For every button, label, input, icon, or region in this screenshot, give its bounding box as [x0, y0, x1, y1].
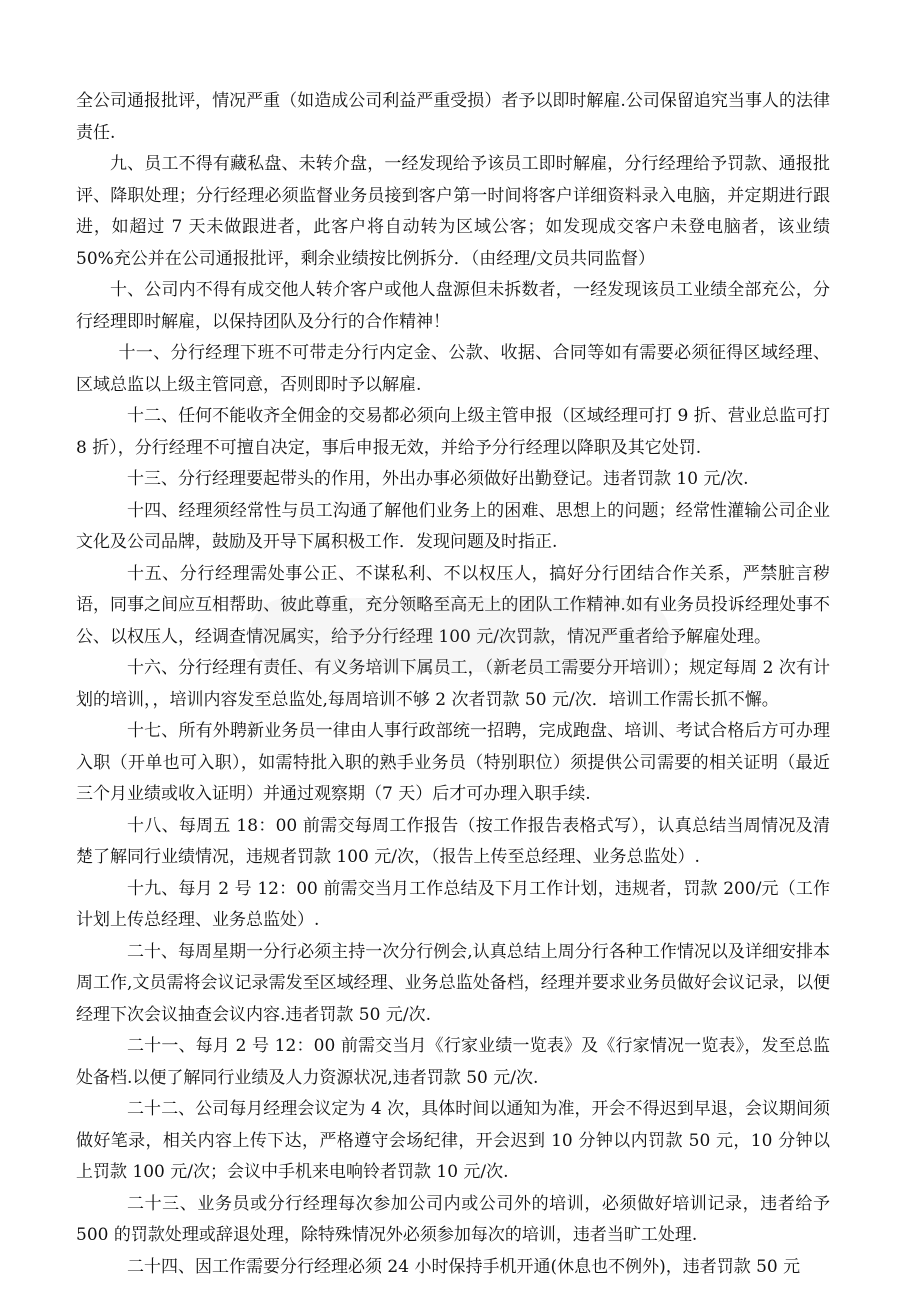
paragraph-rule-18: 十八、每周五 18：00 前需交每周工作报告（按工作报告表格式写），认真总结当周情况及清楚了解同行业绩情况，违规者罚款 100 元/次，（报告上传至总经理、业务总监处）. — [76, 815, 830, 867]
paragraph-rule-24: 二十四、因工作需要分行经理必须 24 小时保持手机开通(休息也不例外)，违者罚款 50 元 — [127, 1256, 801, 1277]
paragraph-rule-13: 十三、分行经理要起带头的作用，外出办事必须做好出勤登记。违者罚款 10 元/次. — [127, 469, 749, 489]
paragraph-rule-22: 二十二、公司每月经理会议定为 4 次，具体时间以通知为准，开会不得迟到早退，会议期间须做好笔录，相关内容上传下达，严格遵守会场纪律，开会迟到 10 分钟以内罚款 50 元，10 分钟以上罚款 100 元/次；会议中手机来电响铃者罚款 10 元/次. — [76, 1099, 830, 1182]
paragraph-rule-23: 二十三、业务员或分行经理每次参加公司内或公司外的培训，必须做好培训记录，违者给予 500 的罚款处理或辞退处理，除特殊情况外必须参加每次的培训，违者当旷工处理. — [76, 1193, 830, 1245]
paragraph-rule-11: 十一、分行经理下班不可带走分行内定金、公款、收据、合同等如有需要必须征得区域经理、区域总监以上级主管同意，否则即时予以解雇. — [76, 343, 830, 395]
paragraph-rule-17: 十七、所有外聘新业务员一律由人事行政部统一招聘，完成跑盘、培训、考试合格后方可办理入职（开单也可入职），如需特批入职的熟手业务员（特别职位）须提供公司需要的相关证明（最近三个月业绩或收入证明）并通过观察期（7 天）后才可办理入职手续. — [76, 721, 830, 804]
paragraph-rule-10: 十、公司内不得有成交他人转介客户或他人盘源但未拆数者，一经发现该员工业绩全部充公，分行经理即时解雇，以保持团队及分行的合作精神！ — [76, 280, 830, 332]
paragraph-rule-9: 九、员工不得有藏私盘、未转介盘，一经发现给予该员工即时解雇，分行经理给予罚款、通报批评、降职处理；分行经理必须监督业务员接到客户第一时间将客户详细资料录入电脑，并定期进行跟进，如超过 7 天未做跟进者，此客户将自动转为区域公客；如发现成交客户未登电脑者，该业绩 50%充公并在公司通报批评，剩余业绩按比例拆分．（由经理/文员共同监督） — [76, 154, 830, 269]
document-body — [76, 86, 830, 1283]
paragraph-intro-continuation: 全公司通报批评，情况严重（如造成公司利益严重受损）者予以即时解雇.公司保留追究当事人的法律责任. — [76, 91, 830, 143]
paragraph-rule-21: 二十一、每月 2 号 12：00 前需交当月《行家业绩一览表》及《行家情况一览表》，发至总监处备档.以便了解同行业绩及人力资源状况,违者罚款 50 元/次. — [76, 1036, 830, 1088]
paragraph-rule-14: 十四、经理须经常性与员工沟通了解他们业务上的困难、思想上的问题；经常性灌输公司企业文化及公司品牌，鼓励及开导下属积极工作．发现问题及时指正. — [76, 500, 830, 552]
paragraph-rule-16: 十六、分行经理有责任、有义务培训下属员工，（新老员工需要分开培训）；规定每周 2 次有计划的培训，，培训内容发至总监处,每周培训不够 2 次者罚款 50 元/次．培训工作需长抓不懈。 — [76, 658, 830, 710]
paragraph-rule-20: 二十、每周星期一分行必须主持一次分行例会,认真总结上周分行各种工作情况以及详细安排本周工作,文员需将会议记录需发至区域经理、业务总监处备档，经理并要求业务员做好会议记录，以便经理下次会议抽查会议内容.违者罚款 50 元/次. — [76, 941, 830, 1025]
paragraph-rule-15: 十五、分行经理需处事公正、不谋私利、不以权压人，搞好分行团结合作关系，严禁脏言秽语，同事之间应互相帮助、彼此尊重，充分领略至高无上的团队工作精神.如有业务员投诉经理处事不公、以权压人，经调查情况属实，给予分行经理 100 元/次罚款，情况严重者给予解雇处理。 — [76, 563, 830, 647]
paragraph-rule-19: 十九、每月 2 号 12：00 前需交当月工作总结及下月工作计划，违规者，罚款 200/元（工作计划上传总经理、业务总监处）. — [76, 878, 830, 930]
paragraph-rule-12: 十二、任何不能收齐全佣金的交易都必须向上级主管申报（区域经理可打 9 折、营业总监可打 8 折），分行经理不可擅自决定，事后申报无效，并给予分行经理以降职及其它处罚. — [76, 406, 830, 458]
